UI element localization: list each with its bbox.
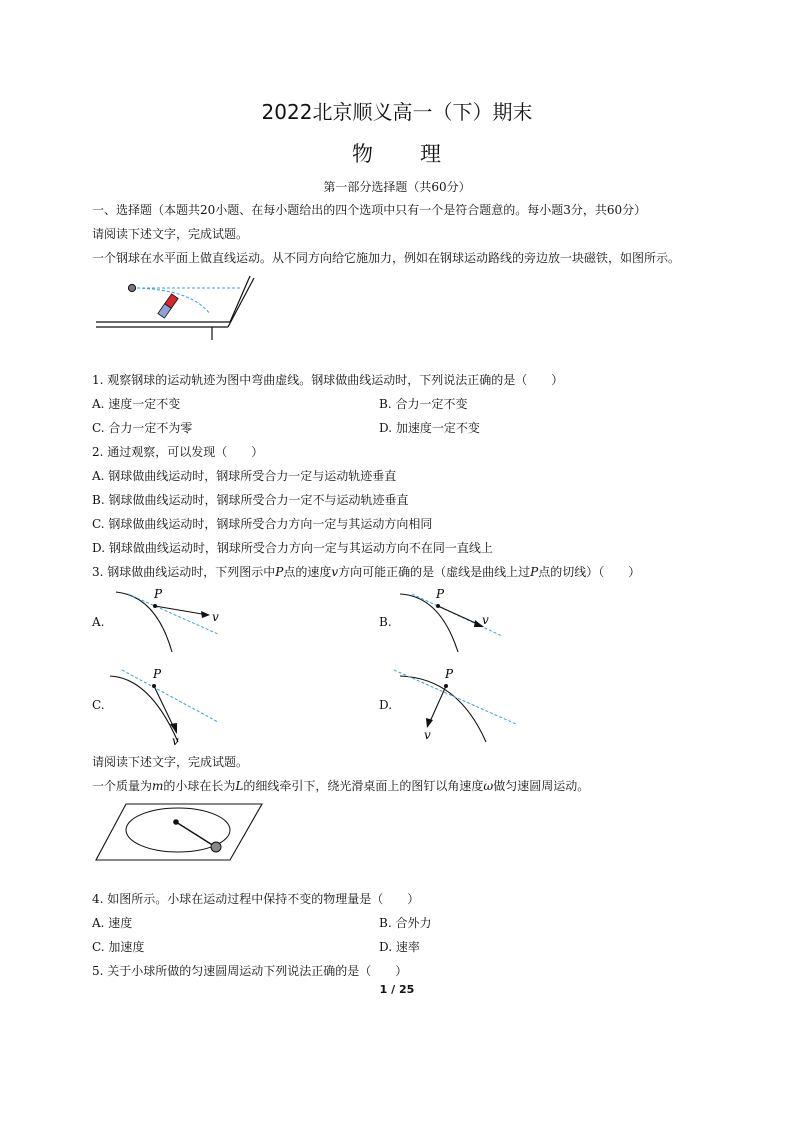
subject-heading	[0, 138, 794, 168]
point-p	[152, 684, 156, 688]
q3-option-d[interactable]: D.	[379, 698, 393, 712]
q3-option-b[interactable]: B.	[379, 615, 392, 629]
read-prompt-2: 请阅读下述文字，完成试题。	[92, 755, 249, 769]
q4-option-c[interactable]: C. 加速度	[92, 940, 145, 954]
passage-1: 一个钢球在水平面上做直线运动。从不同方向给它施加力，例如在钢球运动路线的旁边放一块磁铁，如图所示。	[92, 251, 681, 265]
pin	[173, 819, 179, 825]
label-p: P	[445, 667, 454, 681]
magnet	[158, 294, 178, 318]
label-p: P	[154, 587, 163, 601]
q1-option-c[interactable]: C. 合力一定不为零	[92, 421, 193, 435]
q3-diagram-c[interactable]	[106, 666, 226, 746]
label-v: v	[172, 734, 179, 746]
q3-symbol-p: P	[275, 565, 284, 579]
label-p: P	[153, 667, 162, 681]
point-p	[444, 684, 448, 688]
passage-2	[92, 778, 589, 794]
trajectory-curve	[400, 676, 486, 742]
q3-stem-part-3: 方向可能正确的是（虚线是曲线上过	[338, 565, 531, 579]
q4-stem: 4. 如图所示。小球在运动过程中保持不变的物理量是（ ）	[92, 892, 420, 906]
q2-option-b[interactable]: B. 钢球做曲线运动时，钢球所受合力一定不与运动轨迹垂直	[92, 493, 409, 507]
q1-option-b[interactable]: B. 合力一定不变	[379, 397, 468, 411]
passage-2-part-1: 一个质量为	[92, 779, 153, 793]
symbol-l: L	[235, 779, 244, 793]
velocity-arrow-line	[155, 606, 208, 615]
velocity-arrow-head	[201, 611, 210, 618]
subject-char-1: 物	[352, 142, 374, 166]
q3-stem-part-1: 3. 钢球做曲线运动时，下列图示中	[92, 565, 276, 579]
section-heading: 第一部分选择题（共60分）	[323, 180, 471, 194]
q3-stem	[92, 564, 640, 580]
q4-option-b[interactable]: B. 合外力	[379, 916, 432, 930]
q3-symbol-p-2: P	[530, 565, 539, 579]
q3-diagram-a[interactable]	[106, 586, 226, 654]
small-ball	[211, 842, 221, 852]
q1-stem: 1. 观察钢球的运动轨迹为图中弯曲虚线。钢球做曲线运动时，下列说法正确的是（ ）	[92, 373, 564, 387]
q1-option-d[interactable]: D. 加速度一定不变	[379, 421, 480, 435]
subject-char-2: 理	[420, 142, 442, 166]
q2-option-a[interactable]: A. 钢球做曲线运动时，钢球所受合力一定与运动轨迹垂直	[92, 469, 397, 483]
q3-option-c[interactable]: C.	[92, 698, 105, 712]
q4-option-a[interactable]: A. 速度	[92, 916, 133, 930]
symbol-omega: ω	[483, 779, 494, 793]
q3-option-a[interactable]: A.	[92, 615, 105, 629]
q3-stem-part-2: 点的速度	[283, 565, 332, 579]
q4-option-d[interactable]: D. 速率	[379, 940, 420, 954]
passage-2-part-2: 的小球在长为	[163, 779, 236, 793]
q1-option-a[interactable]: A. 速度一定不变	[92, 397, 181, 411]
q2-option-c[interactable]: C. 钢球做曲线运动时，钢球所受合力方向一定与其运动方向相同	[92, 517, 433, 531]
point-p	[436, 604, 440, 608]
symbol-m: m	[152, 779, 164, 793]
tangent-line	[122, 670, 218, 722]
trajectory-curve	[110, 676, 178, 742]
instructions: 一、选择题（本题共20小题、在每小题给出的四个选项中只有一个是符合题意的。每小题3分，共60分）	[92, 203, 647, 217]
q3-diagram-b[interactable]	[394, 586, 514, 654]
q2-stem: 2. 通过观察，可以发现（ ）	[92, 445, 264, 459]
q3-stem-part-4: 点的切线）（ ）	[538, 565, 641, 579]
read-prompt-1: 请阅读下述文字，完成试题。	[92, 227, 249, 241]
point-p	[153, 604, 157, 608]
steel-ball	[128, 284, 135, 291]
passage-2-part-4: 做匀速圆周运动。	[493, 779, 590, 793]
table-edge-side	[230, 276, 250, 322]
label-v: v	[212, 610, 219, 624]
q3-symbol-v: v	[331, 565, 339, 579]
label-v: v	[424, 728, 431, 742]
string	[176, 822, 214, 846]
q5-stem: 5. 关于小球所做的匀速圆周运动下列说法正确的是（ ）	[92, 964, 408, 978]
q3-diagram-d[interactable]	[394, 666, 520, 746]
label-p: P	[436, 587, 445, 601]
circular-motion-figure	[92, 800, 266, 864]
velocity-arrow-head	[426, 718, 433, 728]
table-edge-side-inner	[228, 278, 254, 327]
tangent-line	[394, 670, 516, 724]
page-title: 2022北京顺义高一（下）期末	[261, 100, 533, 124]
q2-option-d[interactable]: D. 钢球做曲线运动时，钢球所受合力方向一定与其运动方向不在同一直线上	[92, 541, 493, 555]
trajectory-curve	[400, 594, 458, 652]
table-magnet-figure	[92, 272, 262, 342]
passage-2-part-3: 的细线牵引下，绕光滑桌面上的图钉以角速度	[243, 779, 484, 793]
label-v: v	[482, 613, 489, 627]
page-number: 1 / 25	[379, 983, 415, 996]
